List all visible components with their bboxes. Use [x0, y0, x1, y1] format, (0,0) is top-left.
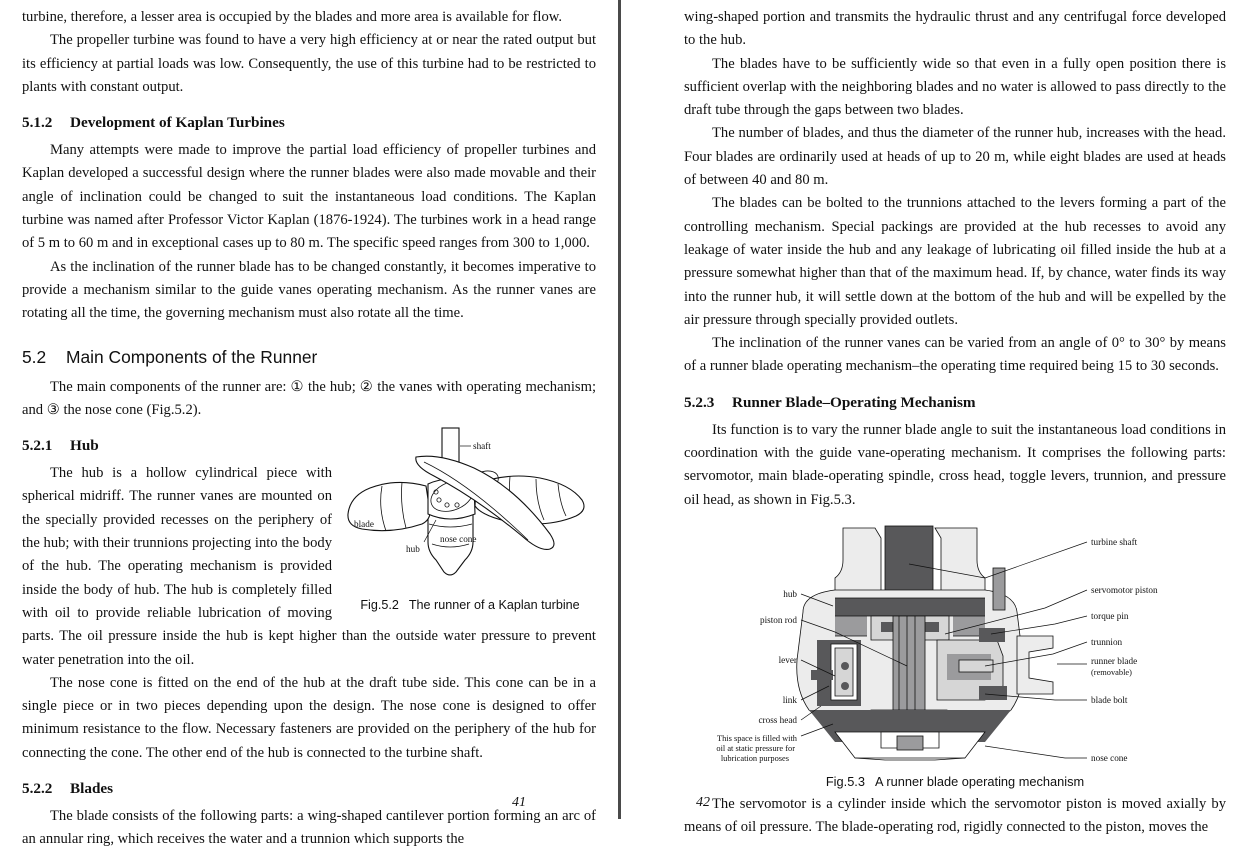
paragraph: The main components of the runner are: ① the hub; ② the vanes with operating mechanism; and ③ the nose cone (Fig.5.2). [22, 378, 596, 418]
figure-note-oil-line-3: lubrication purposes [720, 753, 789, 763]
figure-5-3-assembly [797, 526, 1053, 760]
figure-5-2 [344, 424, 596, 612]
figure-5-3-drawing [685, 520, 1225, 770]
heading-text: Runner Blade–Operating Mechanism [732, 393, 976, 411]
paragraph: turbine, therefore, a lesser area is occupied by the blades and more area is available for flow. [22, 9, 562, 25]
paragraph: The blades can be bolted to the trunnions attached to the levers forming a part of the controlling mechanism. Special packings are provided at the hub recesses to avoid any leakage of water inside the hub and any leakage of lubricating oil filled inside the hub at a pressure somewhat higher than that of the maximum head. If, by chance, water finds its way into the runner hub, it will settle down at the bottom of the hub and will be expelled by the air pressure through specially provided outlets. [684, 195, 1226, 328]
heading-number: 5.1.2 [22, 114, 53, 132]
figure-label-nose-cone: nose cone [1091, 752, 1128, 763]
heading-number: 5.2.3 [684, 393, 715, 411]
page-number-right: 42 [696, 795, 710, 810]
figure-label-blade: blade [354, 519, 374, 530]
heading-text: Development of Kaplan Turbines [70, 114, 285, 132]
figure-5-3 [684, 520, 1226, 789]
heading-5-1-2 [22, 113, 596, 133]
heading-text: Main Components of the Runner [66, 346, 318, 367]
paragraph: The propeller turbine was found to have a very high efficiency at or near the rated output but its efficiency at partial loads was low. Consequently, the use of this turbine had to be restricted to plants with constant output. [22, 32, 596, 95]
heading-5-2-3 [684, 393, 1226, 413]
paragraph: The blades have to be sufficiently wide so that even in a fully open position there is sufficient overlap with the neighboring blades and no water is allowed to pass directly to the draft tube through the gaps between two blades. [684, 55, 1226, 119]
paragraph: The hub is a hollow cylindrical piece with spherical midriff. The runner vanes are mounted on the specially provided recesses on the periphery of the hub; with their trunnions projecting into the body of the hub. The operating mechanism is provided inside the body of hub. The hub is completely filled with oil to provide reliable lubrication of moving parts. The oil pressure inside the hub is kept higher than the outside water pressure to prevent water penetration into the oil. [22, 465, 596, 668]
paragraph: The number of blades, and thus the diameter of the runner hub, increases with the head. Four blades are ordinarily used at heads of up to 20 m, while eight blades are used at heads of between 40 and 80 m. [684, 125, 1226, 189]
heading-text: Blades [70, 780, 114, 798]
figure-label-shaft: shaft [473, 441, 491, 452]
heading-number: 5.2.1 [22, 437, 53, 455]
heading-5-2 [22, 346, 596, 368]
page-left [0, 0, 618, 848]
figure-label-trunnion: trunnion [1091, 636, 1123, 647]
figure-5-3-caption [684, 774, 1226, 789]
paragraph: The inclination of the runner vanes can be varied from an angle of 0° to 30° by means of a runner blade operating mechanism–the operating time required being 15 to 30 seconds. [684, 335, 1226, 375]
heading-number: 5.2 [22, 346, 47, 367]
figure-label-blade-bolt: blade bolt [1091, 694, 1128, 705]
heading-5-2-2 [22, 779, 596, 799]
figure-label-runner-blade-removable: (removable) [1091, 667, 1132, 677]
heading-text: Hub [70, 437, 99, 455]
paragraph: Many attempts were made to improve the partial load efficiency of propeller turbines and Kaplan developed a successful design where the runner blades were also made movable and their angle of inclination could be changed to suit the instantaneous load conditions. The Kaplan turbine was named after Professor Victor Kaplan (1876-1924). The turbines work in a head range of 5 m to 60 m and in exceptional cases up to 80 m. The specific speed ranges from 300 to 1,000. [22, 142, 596, 252]
figure-label-link: link [782, 694, 797, 705]
heading-number: 5.2.2 [22, 780, 53, 798]
paragraph: As the inclination of the runner blade has to be changed constantly, it becomes imperative to provide a mechanism similar to the guide vanes operating mechanism. As the runner vanes are rotating all the time, the governing mechanism must also rotate all the time. [22, 258, 596, 322]
figure-label-servomotor-piston: servomotor piston [1091, 584, 1158, 595]
figure-label-torque-pin: torque pin [1091, 610, 1129, 621]
paragraph: The blade consists of the following parts: a wing-shaped cantilever portion forming an arc of an annular ring, which receives the water and a trunnion which supports the [22, 808, 596, 848]
figure-label-turbine-shaft: turbine shaft [1091, 536, 1138, 547]
paragraph: wing-shaped portion and transmits the hydraulic thrust and any centrifugal force developed to the hub. [684, 9, 1226, 49]
figure-number: Fig.5.3 [825, 773, 865, 789]
page-number-left: 41 [512, 795, 526, 810]
figure-label-piston-rod: piston rod [759, 614, 797, 625]
figure-note-oil-line-1: This space is filled with [716, 733, 797, 743]
figure-label-hub: hub [783, 588, 797, 599]
figure-number: Fig.5.2 [360, 598, 399, 613]
paragraph: The nose cone is fitted on the end of the hub at the draft tube side. This cone can be in a single piece or in two pieces depending upon the design. The nose cone is designed to offer minimum resistance to the flow. Necessary fasteners are provided on the periphery of the hub for connecting the cone. The other end of the hub is connected to the turbine shaft. [22, 674, 596, 761]
paragraph: Its function is to vary the runner blade angle to suit the instantaneous load conditions in coordination with the guide vane-operating mechanism. It comprises the following parts: servomotor, main blade-operating spindle, cross head, toggle levers, trunnion, and pressure oil head, as shown in Fig.5.3. [684, 421, 1226, 508]
figure-caption-text: A runner blade operating mechanism [874, 773, 1085, 789]
figure-label-runner-blade: runner blade [1091, 655, 1138, 666]
figure-label-cross-head: cross head [758, 714, 797, 725]
figure-label-nose-cone: nose cone [440, 534, 477, 545]
page-right [618, 0, 1242, 836]
figure-label-hub: hub [406, 544, 420, 555]
figure-label-lever: lever [778, 654, 797, 665]
figure-note-oil-line-2: oil at static pressure for [716, 743, 795, 753]
paragraph: The servomotor is a cylinder inside which the servomotor piston is moved axially by means of oil pressure. The blade-operating rod, rigidly connected to the piston, moves the [684, 795, 1226, 836]
figure-5-2-caption [344, 598, 596, 612]
figure-caption-text: The runner of a Kaplan turbine [408, 598, 580, 613]
figure-5-2-drawing [344, 424, 596, 596]
